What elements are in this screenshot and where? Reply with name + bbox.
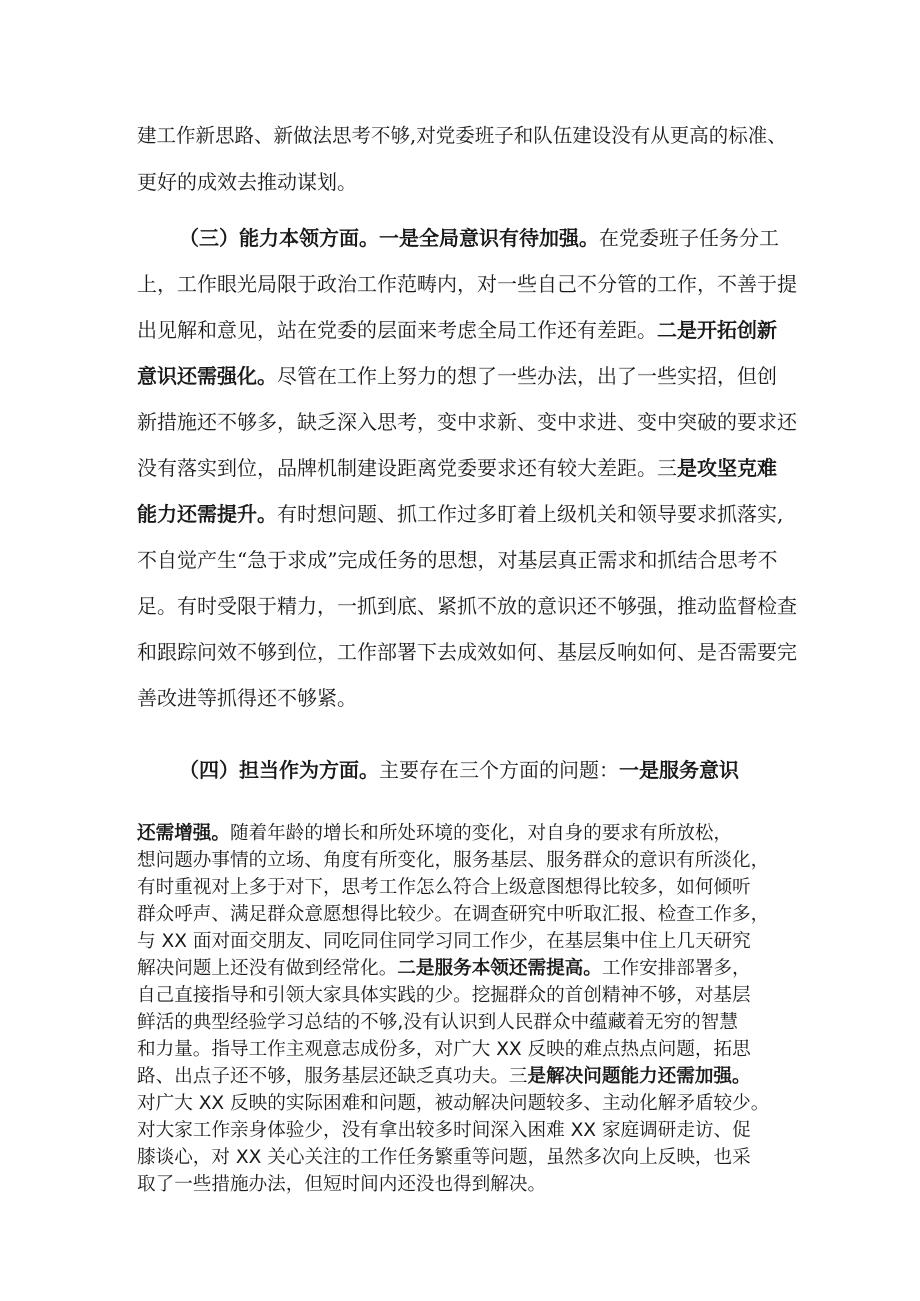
section4-line-6: 与 XX 面对面交朋友、同吃同住同学习同工作少，在基层集中住上几天研究 bbox=[137, 931, 751, 952]
section3-line-7 bbox=[137, 502, 783, 526]
section3-line-8: 不自觉产生“急于求成”完成任务的思想，对基层真正需求和抓结合思考不 bbox=[137, 548, 778, 572]
section3-text: 在党委班子任务分工 bbox=[599, 226, 779, 250]
section4-text: 解决问题上还没有做到经常化。 bbox=[137, 958, 398, 979]
section4-line-12: 对广大 XX 反映的实际困难和问题，被动解决问题较多、主动化解矛盾较少。 bbox=[137, 1093, 770, 1114]
section4-line-4: 有时重视对上多于对下，思考工作怎么符合上级意图想得比较多，如何倾听 bbox=[137, 877, 751, 898]
section3-line-1 bbox=[179, 226, 779, 250]
section4-line-10: 和力量。指导工作主观意志成份多，对广大 XX 反映的难点热点问题，拓思 bbox=[137, 1039, 751, 1060]
section3-point3-title: 是攻坚克难 bbox=[677, 456, 777, 480]
section3-line-10: 和跟踪问效不够到位，工作部署下去成效如何、基层反响如何、是否需要完 bbox=[137, 640, 797, 664]
section3-line-4 bbox=[137, 364, 777, 388]
section3-point2-title: 二是开拓创新 bbox=[657, 318, 777, 342]
section4-line-14: 膝谈心，对 XX 关心关注的工作任务繁重等问题，虽然多次向上反映，也采 bbox=[137, 1147, 751, 1168]
section4-heading: （四）担当作为方面。 bbox=[179, 758, 379, 782]
section3-line-6 bbox=[137, 456, 777, 480]
section4-line-13: 对大家工作亲身体验少，没有拿出较多时间深入困难 XX 家庭调研走访、促 bbox=[137, 1120, 751, 1141]
section3-text: 尽管在工作上努力的想了一些办法，出了一些实招，但创 bbox=[277, 364, 777, 388]
section3-text: 没有落实到位，品牌机制建设距离党委要求还有较大差距。三 bbox=[137, 456, 677, 480]
section4-line-9: 鲜活的典型经验学习总结的不够,没有认识到人民群众中蕴藏着无穷的智慧 bbox=[137, 1012, 738, 1033]
section4-line-8: 自己直接指导和引领大家具体实践的少。挖掘群众的首创精神不够，对基层 bbox=[137, 985, 751, 1006]
section3-heading: （三）能力本领方面。 bbox=[179, 226, 379, 250]
section4-line-3: 想问题办事情的立场、角度有所变化，服务基层、服务群众的意识有所淡化， bbox=[137, 850, 770, 871]
section4-line-11 bbox=[137, 1066, 751, 1088]
section3-line-2: 上，工作眼光局限于政治工作范畴内，对一些自己不分管的工作，不善于提 bbox=[137, 272, 797, 296]
section4-text: 随着年龄的增长和所处环境的变化，对自身的要求有所放松， bbox=[229, 823, 733, 844]
section4-line-7 bbox=[137, 958, 751, 980]
section4-line-15: 取了一些措施办法，但短时间内还没也得到解决。 bbox=[137, 1174, 547, 1195]
section3-line-5: 新措施还不够多，缺乏深入思考，变中求新、变中求进、变中突破的要求还 bbox=[137, 410, 797, 434]
intro-line-1: 建工作新思路、新做法思考不够,对党委班子和队伍建设没有从更高的标准、 bbox=[137, 124, 787, 147]
section3-point2-title-cont: 意识还需强化。 bbox=[137, 364, 277, 388]
intro-line-2: 更好的成效去推动谋划。 bbox=[137, 170, 357, 194]
section4-line-2 bbox=[137, 823, 732, 845]
section4-text: 主要存在三个方面的问题： bbox=[379, 758, 619, 782]
section4-point1-title: 一是服务意识 bbox=[619, 758, 739, 782]
section4-line-5: 群众呼声、满足群众意愿想得比较少。在调查研究中听取汇报、检查工作多， bbox=[137, 904, 770, 925]
section4-point2-title: 二是服务本领还需提高。 bbox=[397, 958, 602, 979]
section3-text: 出见解和意见，站在党委的层面来考虑全局工作还有差距。 bbox=[137, 318, 657, 342]
section3-text: 有时想问题、抓工作过多盯着上级机关和领导要求抓落实, bbox=[277, 502, 784, 526]
section3-point1-title: 一是全局意识有待加强。 bbox=[379, 226, 599, 250]
section3-point3-title-cont: 能力还需提升。 bbox=[137, 502, 277, 526]
section4-point1-title-cont: 还需增强。 bbox=[137, 823, 230, 844]
section4-text: 路、出点子还不够，服务基层还缺乏真功夫。三 bbox=[137, 1066, 528, 1087]
section4-text: 工作安排部署多， bbox=[601, 958, 751, 979]
section4-point3-title: 是解决问题能力还需加强。 bbox=[527, 1066, 751, 1087]
section3-line-9: 足。有时受限于精力，一抓到底、紧抓不放的意识还不够强，推动监督检查 bbox=[137, 594, 797, 618]
section4-line-1 bbox=[179, 758, 739, 782]
section3-line-3 bbox=[137, 318, 777, 342]
section3-line-11: 善改进等抓得还不够紧。 bbox=[137, 686, 357, 710]
